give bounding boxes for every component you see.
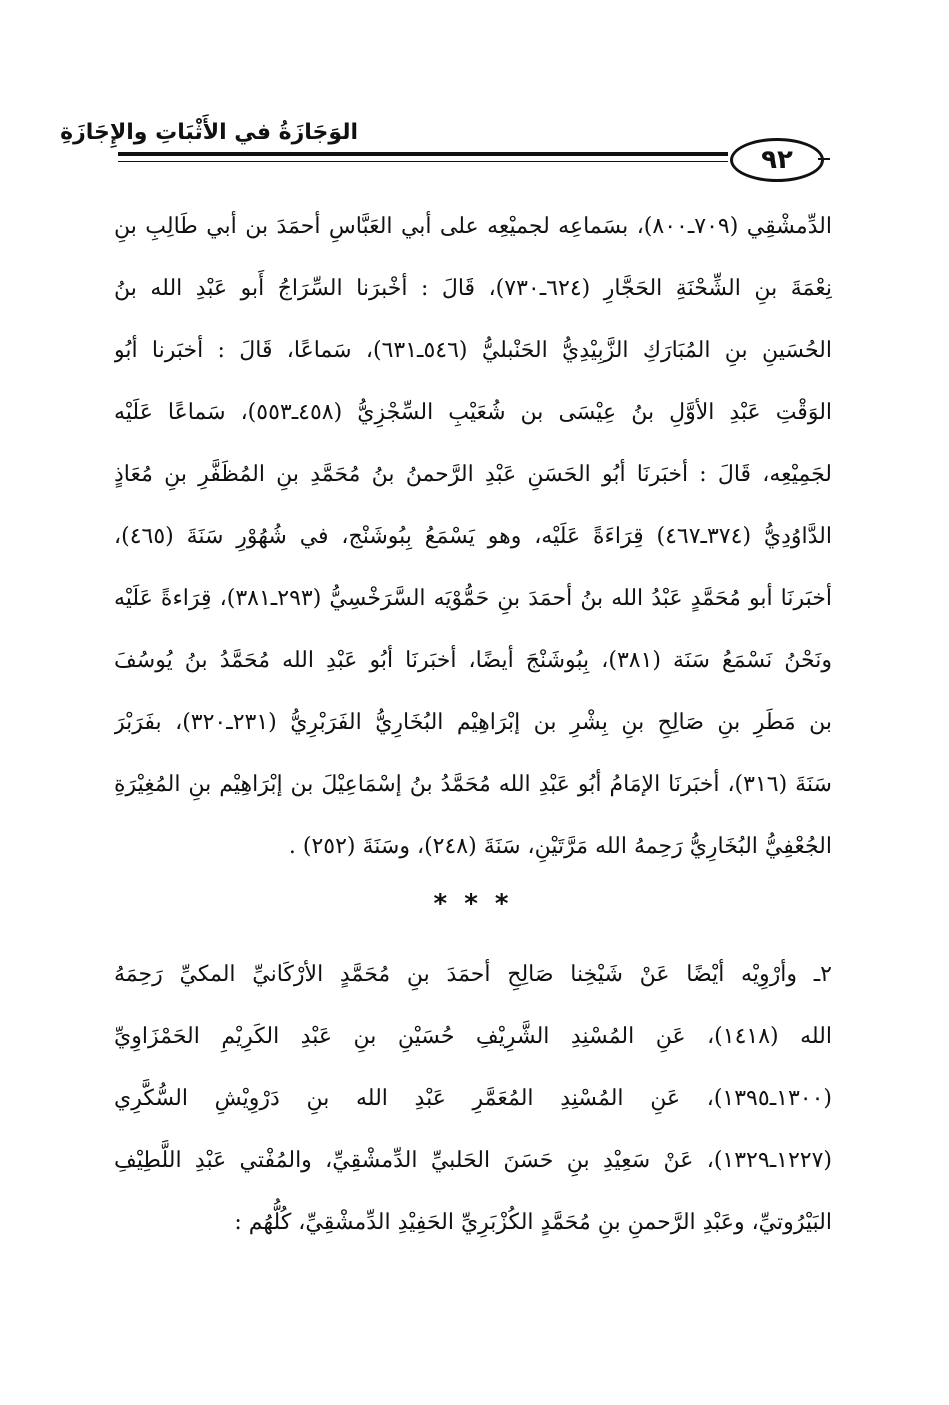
text-line: الدَّاوُدِيُّ (٣٧٤ـ٤٦٧) قِرَاءَةً عَلَيْه، وهو يَسْمَعُ بِبُوشَنْج، في شُهُوْرِ سَنَةَ (٤٦٥)، bbox=[114, 524, 832, 549]
text-line: الوَقْتِ عَبْدِ الأوَّلِ بنُ عِيْسَى بن شُعَيْبِ السِّجْزِيُّ (٤٥٨ـ٥٥٣)، سَماعًا عَلَيْه bbox=[114, 400, 832, 425]
page-number-tail bbox=[818, 158, 830, 160]
text-line: الدِّمشْقِي (٧٠٩ـ٨٠٠)، بسَماعِه لجميْعِه على أبي العَبَّاسِ أحمَدَ بن أبي طَالِبِ بنِ bbox=[114, 214, 832, 239]
text-line: ونَحْنُ نَسْمَعُ سَنَة (٣٨١)، بِبُوشَنْجَ أيضًا، أخبَرنَا أبُو عَبْدِ الله مُحَمَّدُ بنُ يُوسُفَ bbox=[114, 648, 832, 673]
text-line: (١٢٢٧ـ١٣٢٩)، عَنْ سَعِيْدِ بنِ حَسَنَ الحَلبيِّ الدِّمشْقِيِّ، والمُفْتي عَبْدِ اللَّطِيْفِ bbox=[114, 1148, 832, 1173]
page-header bbox=[60, 118, 830, 198]
text-line: أخبَرنَا أبو مُحَمَّدٍ عَبْدُ الله بنُ أحمَدَ بنِ حَمُّوْيَه السَّرَخْسِيُّ (٢٩٣ـ٣٨١)، قِرَاءةً عَلَيْه bbox=[114, 586, 832, 611]
section-separator: * * * bbox=[433, 889, 513, 919]
running-title: الوَجَازَةُ في الأَثْبَاتِ والإِجَازَةِ bbox=[60, 120, 358, 145]
text-line: البَيْرُوتيِّ، وعَبْدِ الرَّحمنِ بنِ مُحَمَّدٍ الكُزْبَرِيِّ الحَفِيْدِ الدِّمشْقِيِّ، كُلُّهُم : bbox=[234, 1210, 832, 1235]
text-line: نِعْمَةَ بنِ الشِّحْنَةِ الحَجَّارِ (٦٢٤ـ٧٣٠)، قَالَ : أخْبرَنا السِّرَاجُ أَبو عَبْدِ الله بنُ bbox=[114, 276, 832, 301]
text-line: ٢ـ وأرْوِيْه أيْضًا عَنْ شَيْخِنا صَالِحِ أحمَدَ بنِ مُحَمَّدٍ الأرْكَانيِّ المكيِّ رَحِمَهُ bbox=[114, 962, 832, 987]
header-rule-thin bbox=[118, 161, 728, 162]
text-line: لجَمِيْعِه، قَالَ : أخبَرنَا أبُو الحَسَنِ عَبْدِ الرَّحمنُ بنُ مُحَمَّدِ بنِ المُظَفَّرِ بنِ مُعَاذٍ bbox=[114, 462, 832, 487]
paragraph-2 bbox=[114, 944, 832, 1254]
text-line: الحُسَينِ بنِ المُبَارَكِ الزَّبِيْدِيُّ الحَنْبليُّ (٥٤٦ـ٦٣١)، سَماعًا، قَالَ : أخبَرنا أبُو bbox=[114, 338, 832, 363]
text-line: سَنَةَ (٣١٦)، أخبَرنَا الإمَامُ أبُو عَبْدِ الله مُحَمَّدُ بنُ إسْمَاعِيْلَ بن إبْرَاهِيْم بنِ المُغِيْرَةِ bbox=[114, 772, 832, 797]
text-line: الله (١٤١٨)، عَنِ المُسْنِدِ الشَّرِيْفِ حُسَيْنِ بنِ عَبْدِ الكَرِيْمِ الحَمْزَاوِيِّ bbox=[114, 1024, 832, 1049]
text-line: الجُعْفِيُّ البُخَارِيُّ رَحِمهُ الله مَرَّتَيْنِ، سَنَةَ (٢٤٨)، وسَنَةَ (٢٥٢) . bbox=[288, 834, 832, 859]
page-number: ٩٢ bbox=[730, 138, 824, 182]
text-line: (١٣٠٠ـ١٣٩٥)، عَنِ المُسْنِدِ المُعَمَّرِ عَبْدِ الله بنِ دَرْوِيْشِ السُّكَّرِي bbox=[114, 1086, 832, 1111]
paragraph-1 bbox=[114, 196, 832, 878]
header-rule-thick bbox=[118, 152, 728, 156]
text-line: بن مَطَرِ بنِ صَالِحِ بنِ بِشْرِ بن إبْرَاهِيْم البُخَارِيُّ الفَرَبْرِيُّ (٢٣١ـ٣٢٠)، بفَرَبْرَ bbox=[114, 710, 832, 735]
